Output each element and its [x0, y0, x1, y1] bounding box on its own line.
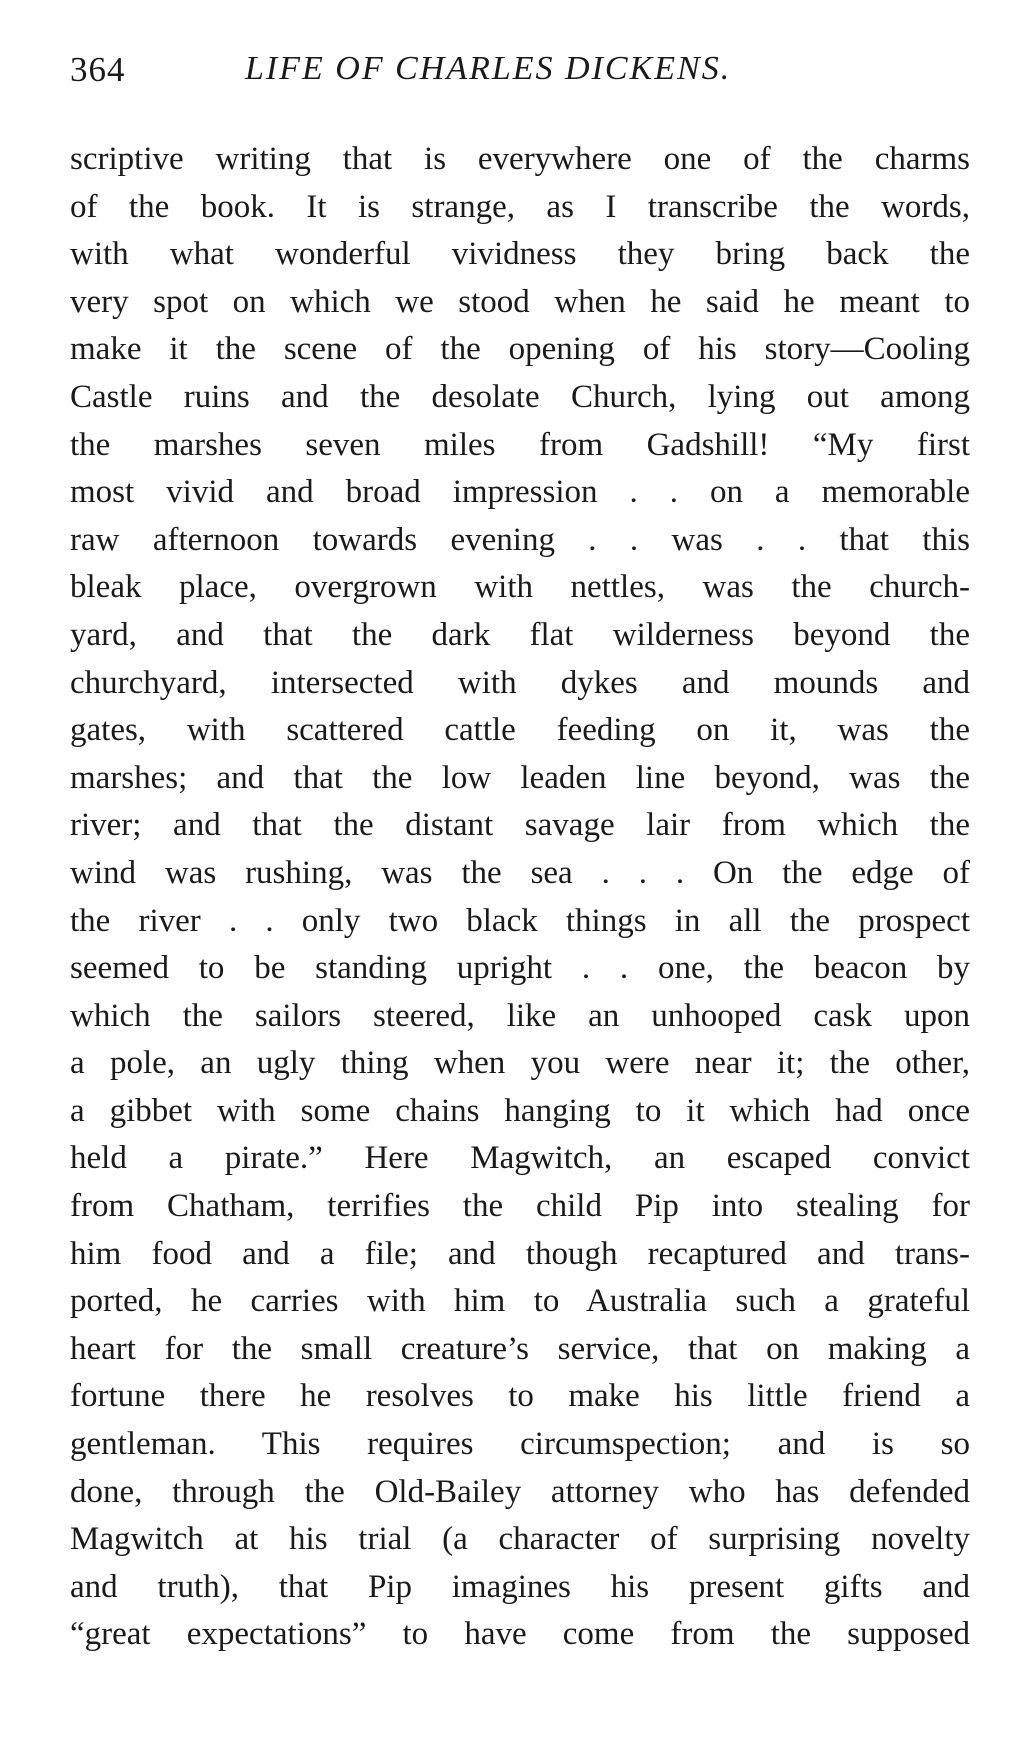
text-line: Castle ruins and the desolate Church, lying out among	[70, 378, 970, 415]
text-line: seemed to be standing upright . . one, the beacon by	[70, 950, 970, 987]
text-line: held a pirate.” Here Magwitch, an escaped convict	[70, 1140, 970, 1177]
text-line: done, through the Old-Bailey attorney who has defended	[70, 1473, 970, 1510]
text-line: yard, and that the dark flat wilderness beyond the	[70, 616, 970, 653]
text-line: make it the scene of the opening of his story—Cooling	[70, 331, 970, 368]
text-line: a gibbet with some chains hanging to it which had once	[70, 1092, 970, 1129]
text-line: heart for the small creature’s service, that on making a	[70, 1330, 970, 1367]
text-line: him food and a file; and though recaptured and trans-	[70, 1235, 970, 1272]
running-title: LIFE OF CHARLES DICKENS.	[245, 50, 732, 87]
text-line: with what wonderful vividness they bring back the	[70, 236, 970, 273]
text-line: bleak place, overgrown with nettles, was the church-	[70, 569, 970, 606]
text-line: from Chatham, terrifies the child Pip into stealing for	[70, 1188, 970, 1225]
text-line: river; and that the distant savage lair from which the	[70, 807, 970, 844]
text-line: the marshes seven miles from Gadshill! “My first	[70, 426, 970, 463]
text-line: the river . . only two black things in all the prospect	[70, 902, 970, 939]
text-line: of the book. It is strange, as I transcribe the words,	[70, 188, 970, 225]
text-line: very spot on which we stood when he said he meant to	[70, 283, 970, 320]
text-line: scriptive writing that is everywhere one of the charms	[70, 141, 970, 177]
text-line: and truth), that Pip imagines his present gifts and	[70, 1568, 970, 1605]
text-line: ported, he carries with him to Australia such a grateful	[70, 1283, 970, 1320]
text-line: churchyard, intersected with dykes and mounds and	[70, 664, 970, 701]
text-line: gates, with scattered cattle feeding on it, was the	[70, 712, 970, 749]
text-line: marshes; and that the low leaden line beyond, was the	[70, 759, 970, 796]
body-text	[70, 136, 970, 1659]
text-line: gentleman. This requires circumspection; and is so	[70, 1426, 970, 1463]
text-line: Magwitch at his trial (a character of surprising novelty	[70, 1521, 970, 1558]
text-line: a pole, an ugly thing when you were near it; the other,	[70, 1045, 970, 1082]
page-number: 364	[70, 50, 126, 89]
text-line: most vivid and broad impression . . on a memorable	[70, 474, 970, 511]
running-head	[70, 50, 970, 100]
text-line: “great expectations” to have come from the supposed	[70, 1616, 970, 1653]
text-line: raw afternoon towards evening . . was . . that this	[70, 521, 970, 558]
text-line: which the sailors steered, like an unhooped cask upon	[70, 997, 970, 1034]
text-line: fortune there he resolves to make his little friend a	[70, 1378, 970, 1415]
text-line: wind was rushing, was the sea . . . On the edge of	[70, 854, 970, 891]
